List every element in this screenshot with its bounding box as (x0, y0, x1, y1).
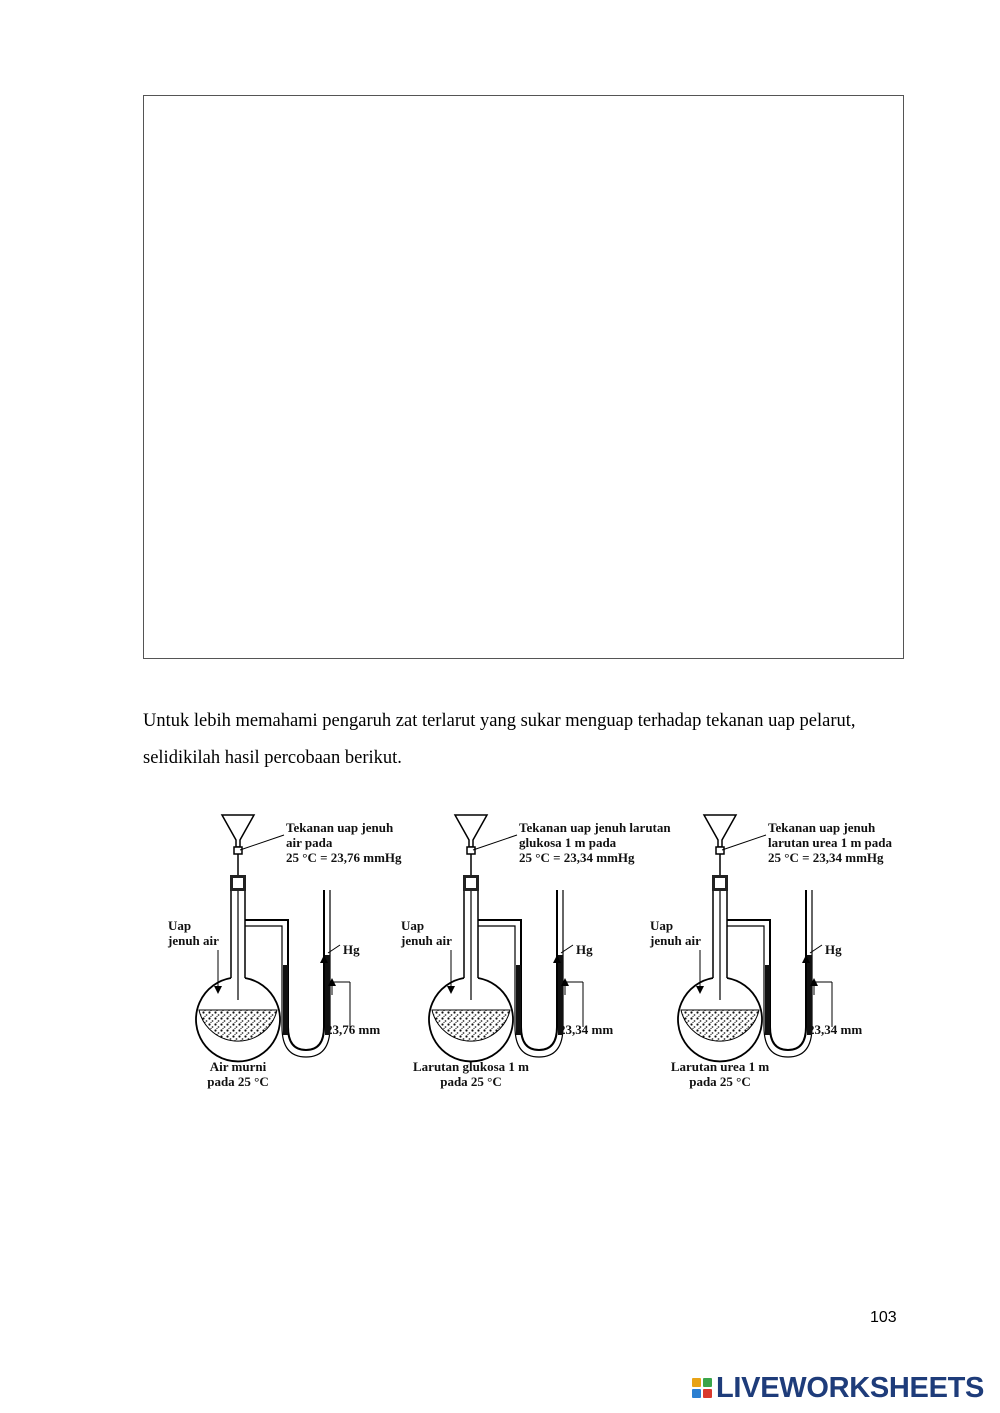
stopper-hole (466, 878, 476, 888)
flask-label (671, 1059, 770, 1089)
flask-label-line: Larutan glukosa 1 m (413, 1059, 529, 1074)
flask-label (413, 1059, 529, 1089)
apparatus-panel (649, 815, 892, 1089)
pressure-label-line: Tekanan uap jenuh (286, 820, 394, 835)
vapor-pressure-diagram (160, 795, 920, 1105)
brand-name: LIVEWORKSHEETS (716, 1371, 985, 1404)
funnel-icon (455, 815, 487, 847)
height-label: 23,76 mm (326, 1022, 381, 1037)
pressure-label-line: 25 °C = 23,34 mmHg (768, 850, 884, 865)
brand-tile-l (692, 1378, 701, 1387)
vapor-label-line: jenuh air (401, 933, 452, 948)
pressure-leader (722, 835, 766, 850)
vapor-label (649, 918, 701, 948)
brand-tile-i (703, 1378, 712, 1387)
stopcock-icon (716, 847, 724, 854)
flask-label-line: Larutan urea 1 m (670, 1059, 770, 1074)
pressure-label-line: larutan urea 1 m pada (768, 835, 892, 850)
stopper-hole (715, 878, 725, 888)
hg-label: Hg (825, 942, 842, 957)
flask-label-line: pada 25 °C (689, 1074, 751, 1089)
flask-label-line: Air murni (209, 1059, 267, 1074)
pressure-label-line: 25 °C = 23,34 mmHg (519, 850, 635, 865)
pressure-label-line: Tekanan uap jenuh (768, 820, 876, 835)
pressure-label-line: air pada (286, 835, 333, 850)
vapor-label-line: Uap (401, 918, 425, 933)
brand-tile-e (703, 1389, 712, 1398)
mercury-left (765, 965, 770, 1035)
vapor-label-line: jenuh air (650, 933, 701, 948)
vapor-label (167, 918, 219, 948)
pressure-label-line: glukosa 1 m pada (519, 835, 617, 850)
pressure-label-line: 25 °C = 23,76 mmHg (286, 850, 402, 865)
pressure-label (286, 820, 402, 865)
mercury-left (283, 965, 288, 1035)
flask-label-line: pada 25 °C (207, 1074, 269, 1089)
hg-label: Hg (576, 942, 593, 957)
stopcock-icon (234, 847, 242, 854)
brand-tile-v (692, 1389, 701, 1398)
vapor-label-line: Uap (168, 918, 192, 933)
stopper-hole (233, 878, 243, 888)
apparatus-panel (167, 815, 402, 1089)
page-number: 103 (870, 1309, 897, 1326)
vapor-label-line: jenuh air (168, 933, 219, 948)
intro-paragraph: Untuk lebih memahami pengaruh zat terlarut yang sukar menguap terhadap tekanan uap pelarut, selidikilah hasil percobaan berikut. (143, 711, 856, 768)
hg-label: Hg (343, 942, 360, 957)
vapor-label-line: Uap (650, 918, 674, 933)
stopcock-icon (467, 847, 475, 854)
brand-icon (692, 1378, 712, 1398)
height-label: 23,34 mm (559, 1022, 614, 1037)
apparatus-panel (400, 815, 674, 1089)
pressure-label (519, 820, 671, 865)
mercury-left (516, 965, 521, 1035)
answer-box[interactable] (143, 95, 904, 659)
pressure-leader (240, 835, 284, 850)
pressure-label-line: Tekanan uap jenuh larutan (519, 820, 671, 835)
funnel-icon (704, 815, 736, 847)
vapor-label (400, 918, 452, 948)
height-label: 23,34 mm (808, 1022, 863, 1037)
flask-label (207, 1059, 269, 1089)
flask-label-line: pada 25 °C (440, 1074, 502, 1089)
funnel-icon (222, 815, 254, 847)
liveworksheets-logo (692, 1370, 984, 1406)
pressure-label (768, 820, 892, 865)
pressure-leader (473, 835, 517, 850)
